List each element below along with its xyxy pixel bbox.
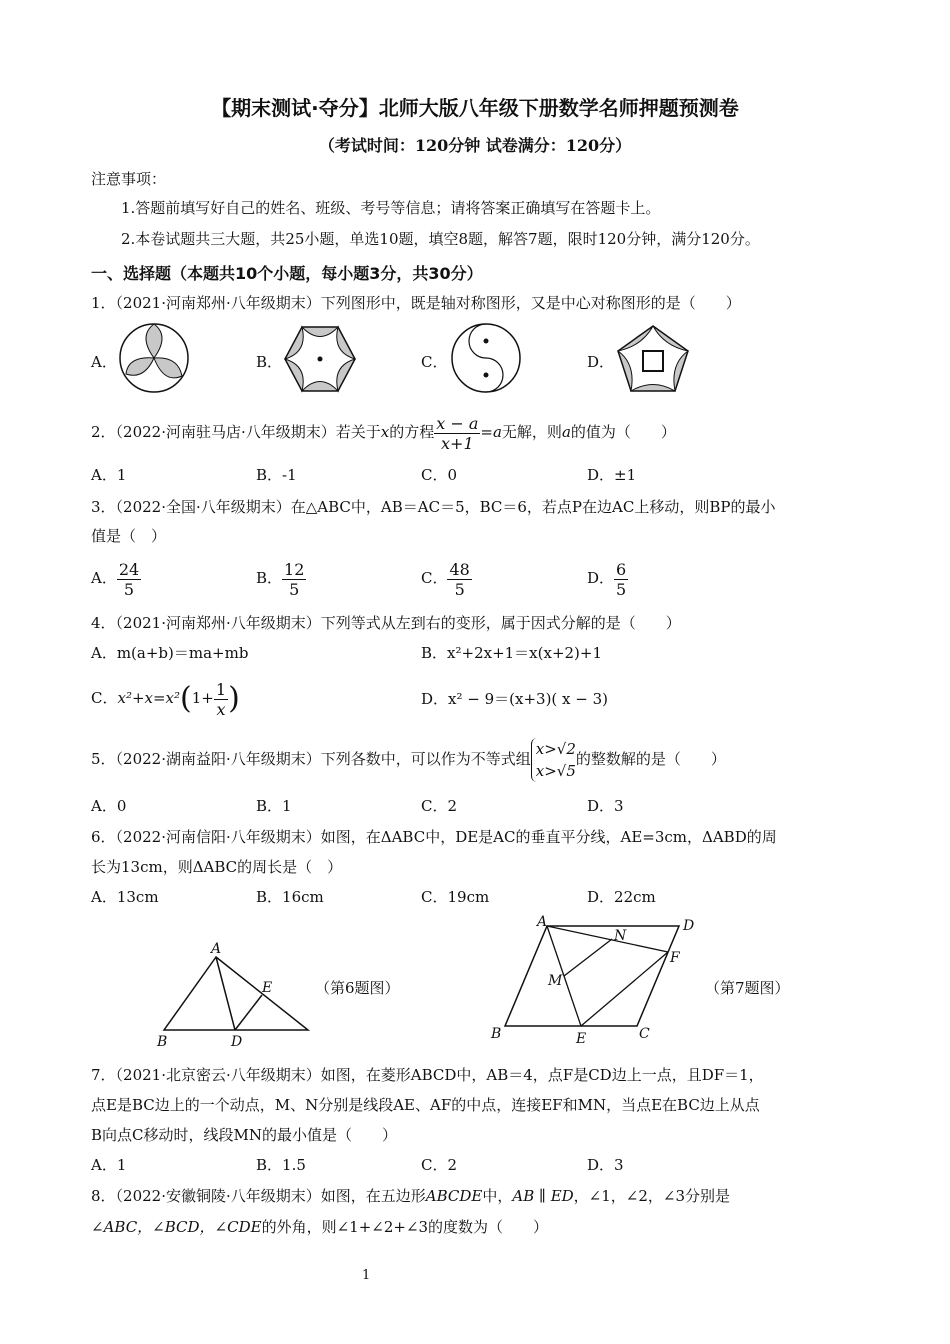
q8-line1-post: ，∠1，∠2，∠3分别是 bbox=[573, 1187, 731, 1205]
exam-subtitle: （考试时间：120分钟 试卷满分：120分） bbox=[318, 136, 632, 155]
q3-c-den: 5 bbox=[454, 579, 465, 599]
q3-a-num: 24 bbox=[118, 559, 140, 579]
q6-triangle-abc bbox=[164, 957, 308, 1030]
q2-frac-den: x+1 bbox=[441, 433, 474, 453]
q6-label-d: D bbox=[231, 1034, 243, 1050]
q2-var-a2: a bbox=[561, 423, 571, 441]
q4-option-b: B．x²+2x+1＝x(x+2)+1 bbox=[421, 644, 603, 662]
q6-line2: 长为13cm，则ΔABC的周长是（ ） bbox=[91, 858, 343, 876]
q7-line1: 7．（2021·北京密云·八年级期末）如图，在菱形ABCD中，AB＝4，点F是CD边上一点，且DF＝1， bbox=[91, 1066, 764, 1084]
q5-pre: 5．（2022·湖南益阳·八年级期末）下列各数中，可以作为不等式组 bbox=[91, 750, 531, 768]
q7-line3: B向点C移动时，线段MN的最小值是（ ） bbox=[91, 1126, 397, 1144]
q6-line1: 6．（2022·河南信阳·八年级期末）如图，在ΔABC中，DE是AC的垂直平分线，AE=3cm，ΔABD的周 bbox=[91, 828, 777, 846]
q6-segment-de bbox=[235, 995, 262, 1030]
q6-option-b: B．16cm bbox=[256, 888, 324, 906]
q3-c-num: 48 bbox=[449, 559, 470, 579]
q3-option-b bbox=[256, 558, 306, 599]
q7-rhombus-abcd bbox=[505, 926, 679, 1026]
q8-line1 bbox=[91, 1187, 730, 1205]
q4-option-a: A．m(a+b)＝ma+mb bbox=[91, 644, 249, 662]
q5-option-d: D．3 bbox=[587, 797, 624, 815]
q4-c-den: x bbox=[216, 699, 226, 719]
page-number: 1 bbox=[362, 1268, 371, 1283]
exam-title: 【期末测试·夺分】北师大版八年级下册数学名师押题预测卷 bbox=[211, 96, 739, 120]
q4-paren-close: ) bbox=[228, 681, 240, 716]
notice-heading: 注意事项： bbox=[91, 170, 167, 188]
q1-figure-b bbox=[284, 324, 356, 394]
q4-paren-open: ( bbox=[180, 681, 192, 716]
q7-label-e: E bbox=[576, 1031, 587, 1047]
q3-b-den: 5 bbox=[289, 579, 300, 599]
q6-segment-ad bbox=[216, 957, 235, 1030]
q8-parallel: AB ∥ ED bbox=[512, 1187, 574, 1205]
q7-figure bbox=[485, 912, 700, 1047]
q3-option-d bbox=[587, 558, 628, 599]
q1-figure-d bbox=[616, 324, 690, 394]
q6-option-d: D．22cm bbox=[587, 888, 656, 906]
q8-line2 bbox=[91, 1218, 548, 1236]
q1-figure-c bbox=[450, 322, 522, 394]
q2-mid1: 的方程 bbox=[389, 423, 435, 441]
q7-segment-ef bbox=[581, 952, 668, 1026]
q4-c-num: 1 bbox=[215, 679, 227, 699]
q8-line1-pre: 8．（2022·安徽铜陵·八年级期末）如图，在五边形 bbox=[91, 1187, 426, 1205]
q5-option-c: C．2 bbox=[421, 797, 458, 815]
q5-inequality-system bbox=[531, 738, 576, 782]
notice-item-1: 1.答题前填写好自己的姓名、班级、考号等信息；请将答案正确填写在答题卡上。 bbox=[121, 199, 661, 217]
q3-line2: 值是（ ） bbox=[91, 527, 167, 545]
q3-option-b-label: B． bbox=[256, 569, 283, 587]
q5-stem bbox=[91, 736, 726, 782]
q7-option-a: A．1 bbox=[91, 1156, 127, 1174]
q3-option-d-frac bbox=[614, 560, 628, 599]
q3-option-c-label: C． bbox=[421, 569, 448, 587]
q2-var-x: x bbox=[380, 423, 390, 441]
q2-option-d: D．±1 bbox=[587, 466, 637, 484]
q4-option-c-lhs: x²+x=x² bbox=[117, 689, 181, 707]
q4-option-c-label: C． bbox=[91, 689, 118, 707]
q3-option-a-label: A． bbox=[91, 569, 117, 587]
q2-var-a: a bbox=[492, 423, 502, 441]
q7-label-m: M bbox=[548, 973, 563, 989]
q3-line1: 3．（2022·全国·八年级期末）在△ABC中，AB＝AC＝5，BC＝6，若点P在边AC上移动，则BP的最小 bbox=[91, 498, 776, 516]
q6-label-a: A bbox=[211, 941, 222, 957]
q7-label-d: D bbox=[683, 918, 695, 934]
q7-label-b: B bbox=[491, 1026, 502, 1042]
q5-ineq2: x>√5 bbox=[535, 762, 576, 780]
q2-option-a: A．1 bbox=[91, 466, 127, 484]
q4-option-c bbox=[91, 676, 240, 721]
q6-option-a: A．13cm bbox=[91, 888, 159, 906]
q7-option-c: C．2 bbox=[421, 1156, 458, 1174]
q5-option-a: A．0 bbox=[91, 797, 127, 815]
q7-line2: 点E是BC边上的一个动点，M、N分别是线段AE、AF的中点，连接EF和MN，当点E在BC边上从点 bbox=[91, 1096, 760, 1114]
q2-frac-num: x − a bbox=[436, 413, 479, 433]
q8-line2-post: 的外角，则∠1+∠2+∠3的度数为（ ） bbox=[261, 1218, 549, 1236]
q7-option-d: D．3 bbox=[587, 1156, 624, 1174]
q7-label-c: C bbox=[639, 1026, 650, 1042]
q2-eq: = bbox=[480, 423, 493, 441]
q3-a-den: 5 bbox=[123, 579, 135, 599]
q2-stem bbox=[91, 410, 676, 454]
q7-label-f: F bbox=[670, 950, 680, 966]
q3-d-den: 5 bbox=[616, 579, 627, 599]
q3-option-d-label: D． bbox=[587, 569, 615, 587]
q6-label-e: E bbox=[262, 980, 273, 996]
q7-option-b: B．1.5 bbox=[256, 1156, 306, 1174]
q7-figure-caption: （第7题图） bbox=[705, 979, 790, 997]
q8-line1-mid: 中， bbox=[482, 1187, 513, 1205]
q4-option-c-frac bbox=[214, 680, 228, 719]
section-title: 一、选择题（本题共10个小题，每小题3分，共30分） bbox=[91, 264, 483, 283]
q5-option-b: B．1 bbox=[256, 797, 292, 815]
q2-fraction bbox=[434, 414, 480, 453]
q6-label-b: B bbox=[157, 1034, 168, 1050]
q3-option-a-frac bbox=[117, 560, 141, 599]
q7-segment-af bbox=[547, 926, 668, 952]
q5-ineq1: x>√2 bbox=[535, 740, 576, 758]
q6-option-c: C．19cm bbox=[421, 888, 490, 906]
q1-option-b-label: B． bbox=[256, 353, 283, 371]
q7-label-n: N bbox=[614, 928, 627, 944]
q8-angles: ∠ABC，∠BCD，∠CDE bbox=[91, 1218, 262, 1236]
q1-figure-a bbox=[118, 322, 190, 394]
q3-d-num: 6 bbox=[616, 559, 627, 579]
q6-figure bbox=[150, 940, 320, 1050]
q4-option-d: D．x² − 9＝(x+3)( x − 3) bbox=[421, 690, 609, 708]
q3-option-c bbox=[421, 558, 472, 599]
q3-option-b-frac bbox=[282, 560, 306, 599]
q2-option-c: C．0 bbox=[421, 466, 458, 484]
q2-option-b: B．-1 bbox=[256, 466, 297, 484]
q3-option-c-frac bbox=[447, 560, 471, 599]
q8-pentagon-name: ABCDE bbox=[425, 1187, 483, 1205]
q2-pre: 2．（2022·河南驻马店·八年级期末）若关于 bbox=[91, 423, 381, 441]
q4-stem: 4．（2021·河南郑州·八年级期末）下列等式从左到右的变形，属于因式分解的是（ ） bbox=[91, 614, 681, 632]
notice-item-2: 2.本卷试题共三大题，共25小题，单选10题，填空8题，解答7题，限时120分钟，满分120分。 bbox=[121, 230, 760, 248]
q7-label-a: A bbox=[537, 914, 548, 930]
q7-segment-mn bbox=[564, 939, 612, 976]
q3-b-num: 12 bbox=[284, 559, 305, 579]
q6-figure-caption: （第6题图） bbox=[315, 979, 400, 997]
q1-option-c-label: C． bbox=[421, 353, 448, 371]
q5-post: 的整数解的是（ ） bbox=[575, 750, 726, 768]
q2-mid2: 无解，则 bbox=[501, 423, 562, 441]
q3-option-a bbox=[91, 558, 141, 599]
q1-option-a-label: A． bbox=[91, 353, 117, 371]
q1-stem: 1．（2021·河南郑州·八年级期末）下列图形中，既是轴对称图形，又是中心对称图形的是（ ） bbox=[91, 294, 741, 312]
q4-option-c-in: 1+ bbox=[191, 689, 214, 707]
q1-option-d-label: D． bbox=[587, 353, 615, 371]
q2-post: 的值为（ ） bbox=[570, 423, 676, 441]
